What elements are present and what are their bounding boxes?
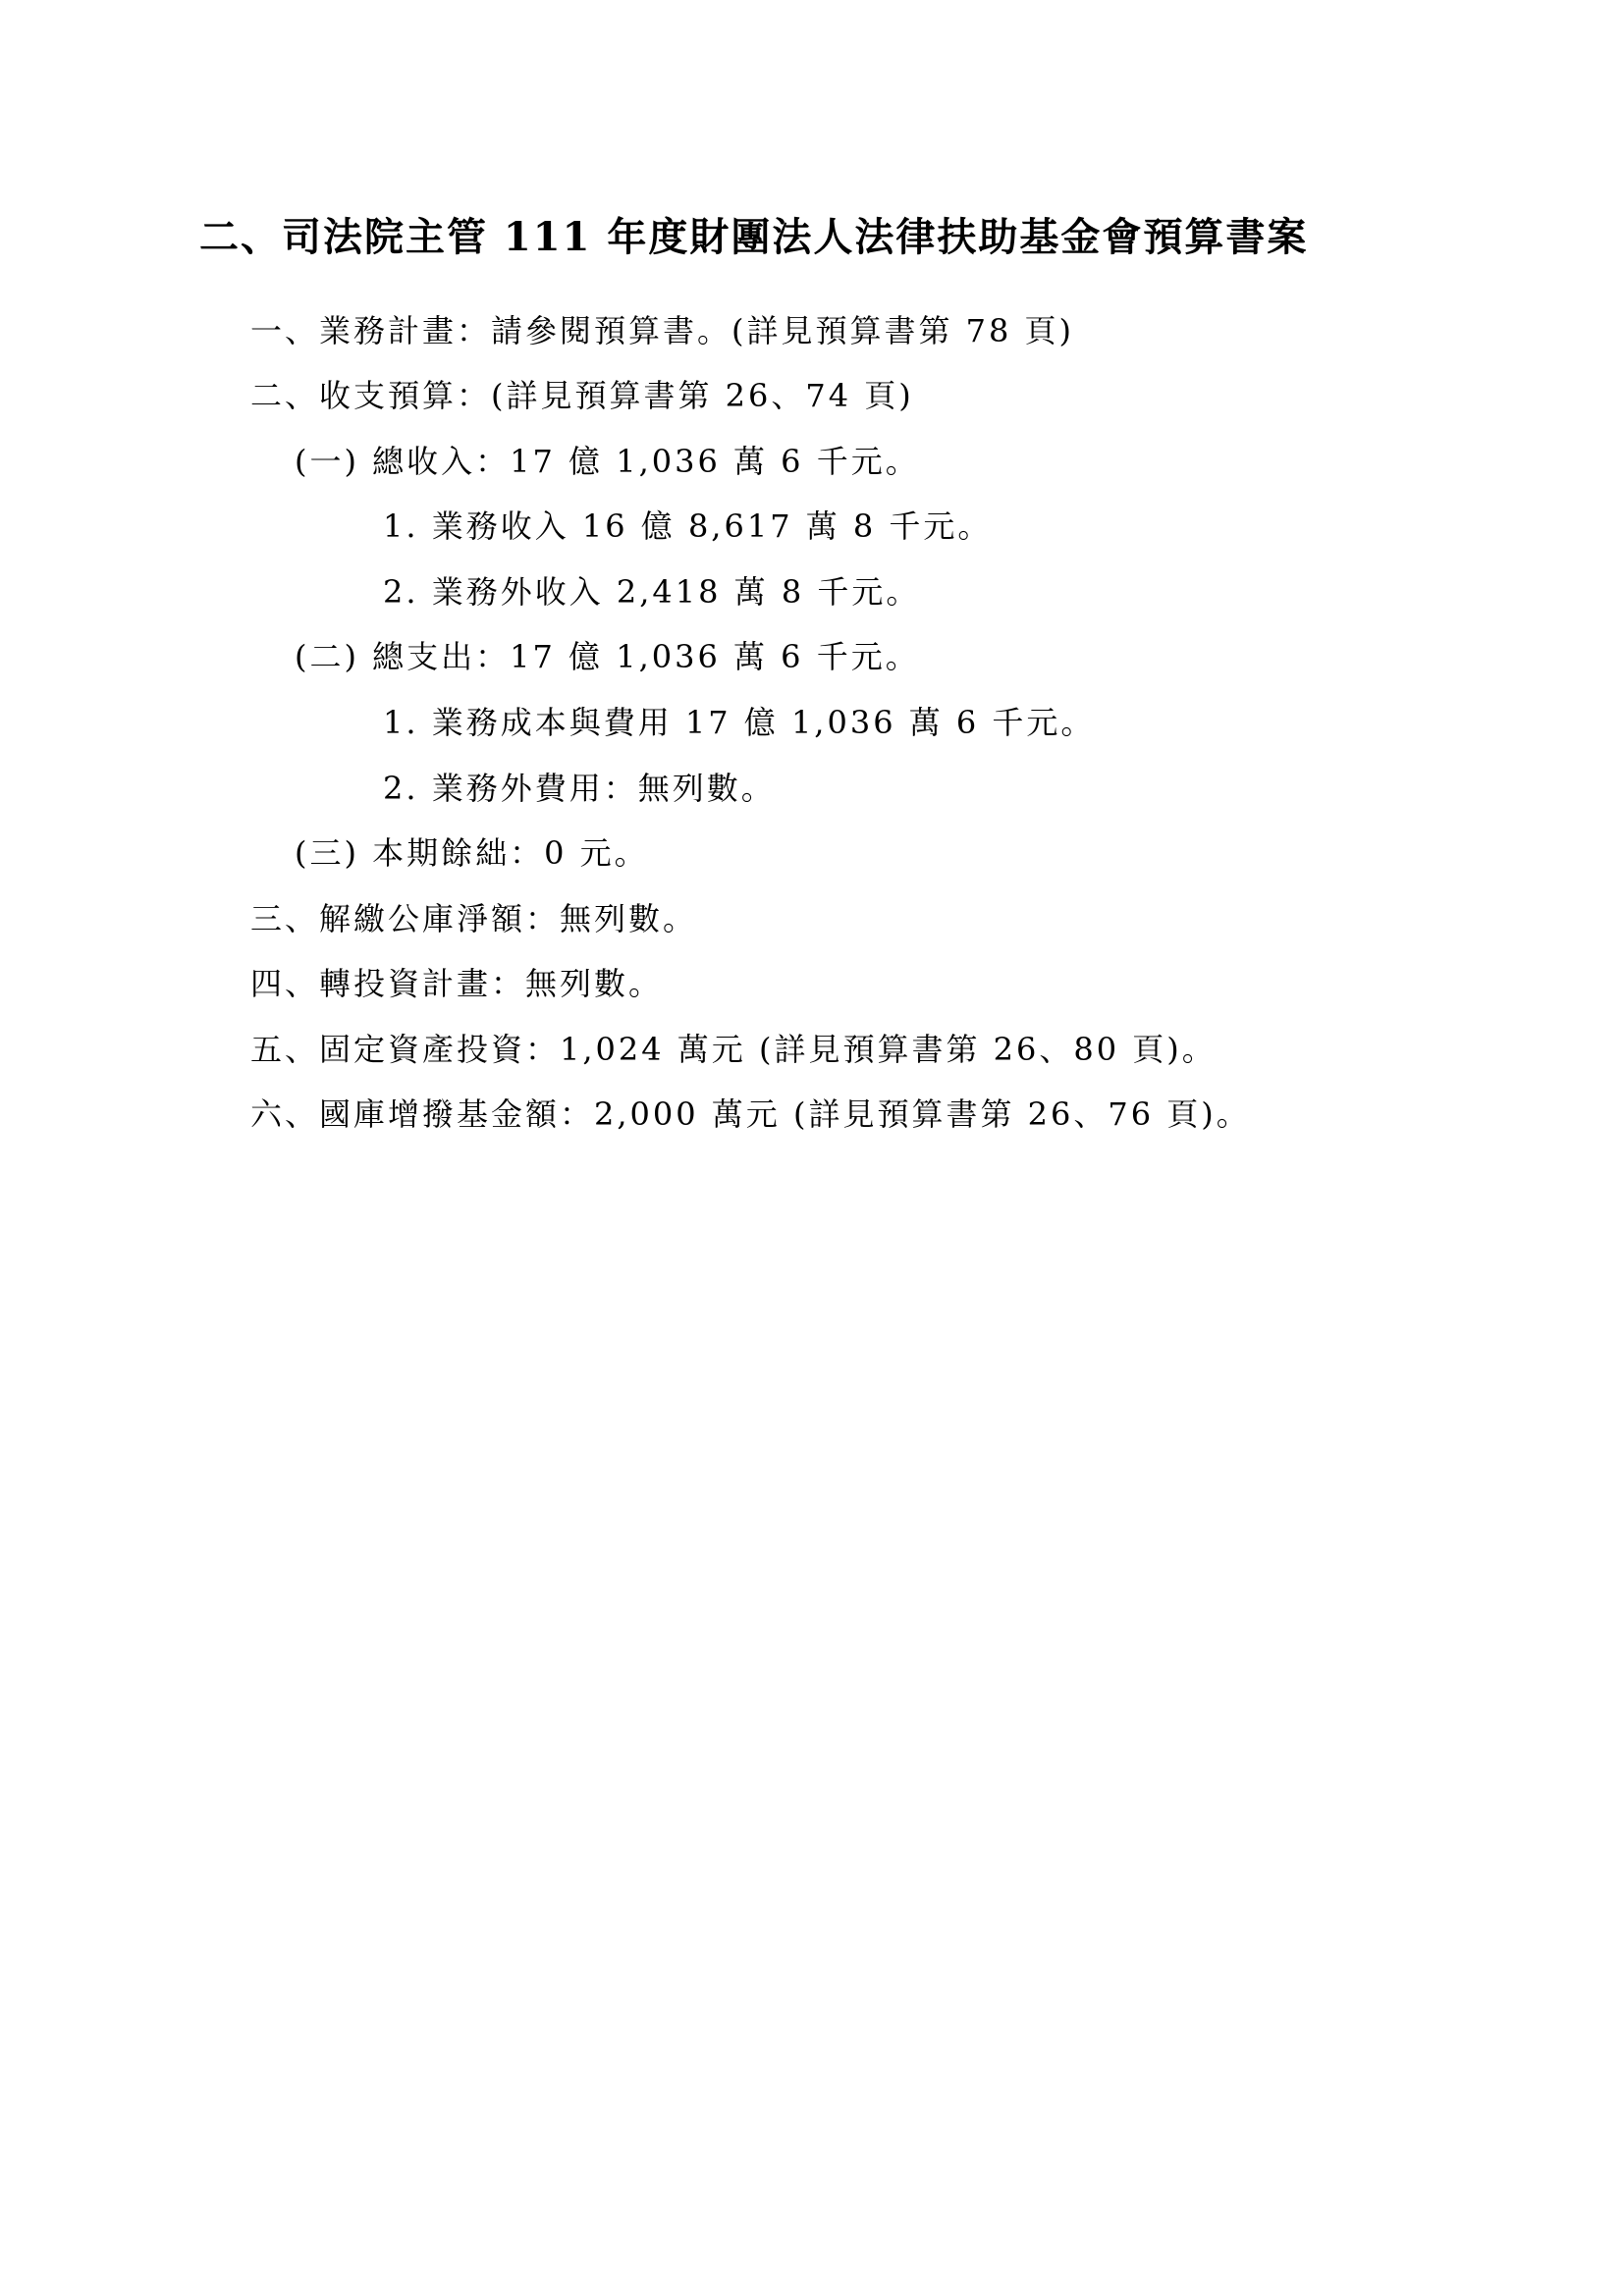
item-non-business-expense: 2. 業務外費用：無列數。 xyxy=(383,770,776,807)
item-reinvestment: 四、轉投資計畫：無列數。 xyxy=(250,965,664,1002)
item-business-cost: 1. 業務成本與費用 17 億 1,036 萬 6 千元。 xyxy=(383,704,1096,741)
item-surplus-deficit: (三) 本期餘絀：0 元。 xyxy=(295,834,649,872)
item-total-expenditure: (二) 總支出：17 億 1,036 萬 6 千元。 xyxy=(295,638,920,675)
item-fixed-assets: 五、固定資產投資：1,024 萬元 (詳見預算書第 26、80 頁)。 xyxy=(250,1031,1217,1068)
item-business-plan: 一、業務計畫：請參閱預算書。(詳見預算書第 78 頁) xyxy=(250,312,1075,349)
document-title: 二、司法院主管 111 年度財團法人法律扶助基金會預算書案 xyxy=(199,214,1309,260)
item-business-revenue: 1. 業務收入 16 億 8,617 萬 8 千元。 xyxy=(383,507,993,545)
item-fund-increase: 六、國庫增撥基金額：2,000 萬元 (詳見預算書第 26、76 頁)。 xyxy=(250,1095,1251,1133)
item-total-revenue: (一) 總收入：17 億 1,036 萬 6 千元。 xyxy=(295,443,920,480)
item-treasury-net: 三、解繳公庫淨額：無列數。 xyxy=(250,900,698,937)
item-non-business-revenue: 2. 業務外收入 2,418 萬 8 千元。 xyxy=(383,573,921,611)
item-budget: 二、收支預算：(詳見預算書第 26、74 頁) xyxy=(250,377,914,414)
